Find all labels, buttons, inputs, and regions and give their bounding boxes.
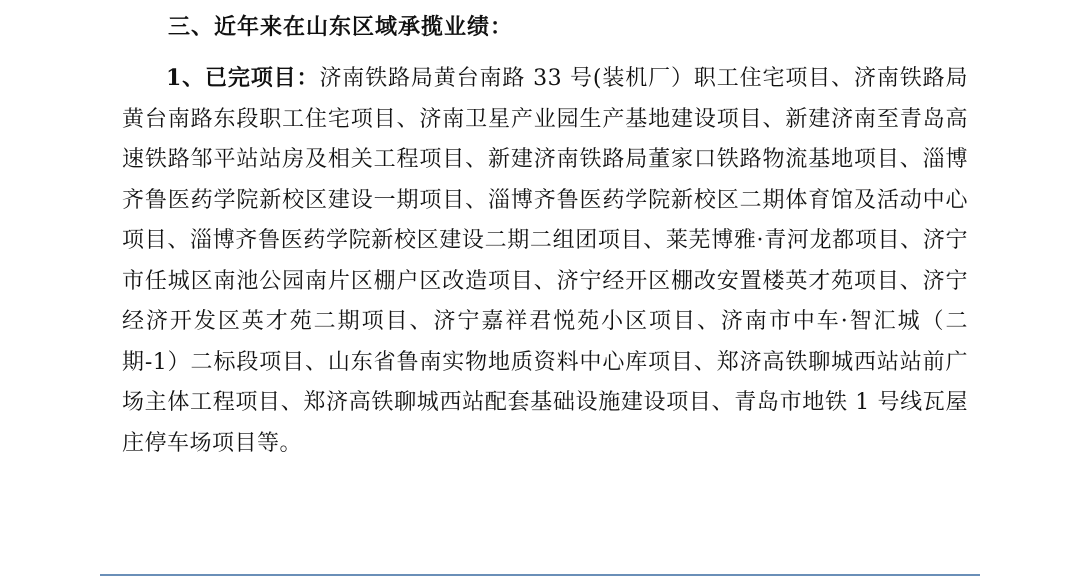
paragraph-text: 济南铁路局黄台南路 33 号(装机厂）职工住宅项目、济南铁路局黄台南路东段职工住宅项目、济南卫星产业园生产基地建设项目、新建济南至青岛高速铁路邹平站站房及相关工程项目、新建济南铁路局董家口铁路物流基地项目、淄博齐鲁医药学院新校区建设一期项目、淄博齐鲁医药学院新校区二期体育馆及活动中心项目、淄博齐鲁医药学院新校区建设二期二组团项目、莱芜博雅·青河龙都项目、济宁市任城区南池公园南片区棚户区改造项目、济宁经开区棚改安置楼英才苑项目、济宁经济开发区英才苑二期项目、济宁嘉祥君悦苑小区项目、济南市中车·智汇城（二期-1）二标段项目、山东省鲁南实物地质资料中心库项目、郑济高铁聊城西站站前广场主体工程项目、郑济高铁聊城西站配套基础设施建设项目、青岛市地铁 1 号线瓦屋庄停车场项目等。 <box>122 66 968 456</box>
completed-projects-paragraph <box>122 58 968 464</box>
paragraph-lead: 1、已完项目： <box>166 65 320 91</box>
section-heading: 三、近年来在山东区域承揽业绩： <box>168 14 514 40</box>
